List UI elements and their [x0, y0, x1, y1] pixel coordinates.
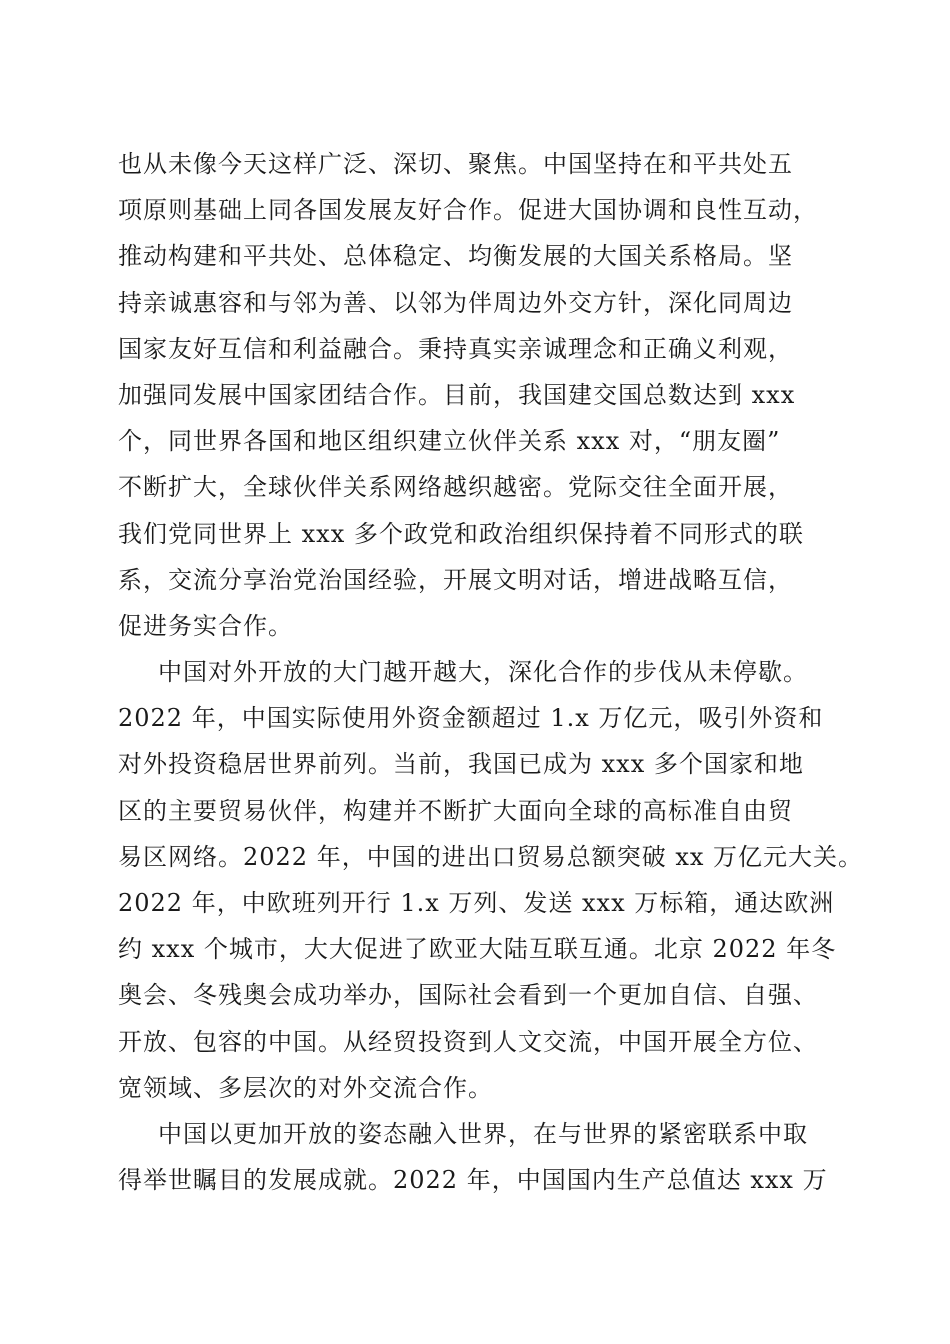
paragraph-1-line-11: 促进务实合作。 — [118, 611, 293, 640]
paragraph-3-line-1: 中国以更加开放的姿态融入世界，在与世界的紧密联系中取 — [158, 1119, 808, 1148]
paragraph-2-line-8: 奥会、冬残奥会成功举办，国际社会看到一个更加自信、自强、 — [118, 981, 818, 1010]
document-body — [118, 141, 864, 1203]
paragraph-2-line-7: 约 xxx 个城市，大大促进了欧亚大陆互联互通。北京 2022 年冬 — [118, 935, 837, 964]
paragraph-1-line-8: 不断扩大，全球伙伴关系网络越织越密。党际交往全面开展， — [118, 473, 793, 502]
paragraph-1-line-10: 系，交流分享治党治国经验，开展文明对话，增进战略互信， — [118, 565, 793, 594]
paragraph-2-line-6: 2022 年，中欧班列开行 1.x 万列、发送 xxx 万标箱，通达欧洲 — [118, 889, 835, 917]
paragraph-2-line-9: 开放、包容的中国。从经贸投资到人文交流，中国开展全方位、 — [118, 1027, 818, 1056]
paragraph-2-line-4: 区的主要贸易伙伴，构建并不断扩大面向全球的高标准自由贸 — [118, 796, 793, 825]
paragraph-2-line-10: 宽领域、多层次的对外交流合作。 — [118, 1073, 493, 1102]
paragraph-1-line-4: 持亲诚惠容和与邻为善、以邻为伴周边外交方针，深化同周边 — [118, 288, 793, 317]
paragraph-1-line-1: 也从未像今天这样广泛、深切、聚焦。中国坚持在和平共处五 — [118, 150, 793, 178]
paragraph-2-line-1: 中国对外开放的大门越开越大，深化合作的步伐从未停歇。 — [158, 658, 808, 687]
paragraph-1-line-3: 推动构建和平共处、总体稳定、均衡发展的大国关系格局。坚 — [118, 242, 793, 271]
paragraph-2-line-5: 易区网络。2022 年，中国的进出口贸易总额突破 xx 万亿元大关。 — [118, 842, 864, 871]
paragraph-2-line-3: 对外投资稳居世界前列。当前，我国已成为 xxx 多个国家和地 — [118, 750, 804, 779]
paragraph-1-line-2: 项原则基础上同各国发展友好合作。促进大国协调和良性互动， — [118, 196, 818, 225]
paragraph-1-line-6: 加强同发展中国家团结合作。目前，我国建交国总数达到 xxx — [118, 380, 796, 409]
paragraph-1-line-7: 个，同世界各国和地区组织建立伙伴关系 xxx 对，“朋友圈” — [118, 427, 781, 456]
paragraph-2-line-2: 2022 年，中国实际使用外资金额超过 1.x 万亿元，吸引外资和 — [118, 704, 824, 733]
paragraph-1-line-5: 国家友好互信和利益融合。秉持真实亲诚理念和正确义利观， — [118, 334, 793, 363]
paragraph-3-line-2: 得举世瞩目的发展成就。2022 年，中国国内生产总值达 xxx 万 — [118, 1166, 828, 1195]
paragraph-1-line-9: 我们党同世界上 xxx 多个政党和政治组织保持着不同形式的联 — [118, 519, 804, 548]
